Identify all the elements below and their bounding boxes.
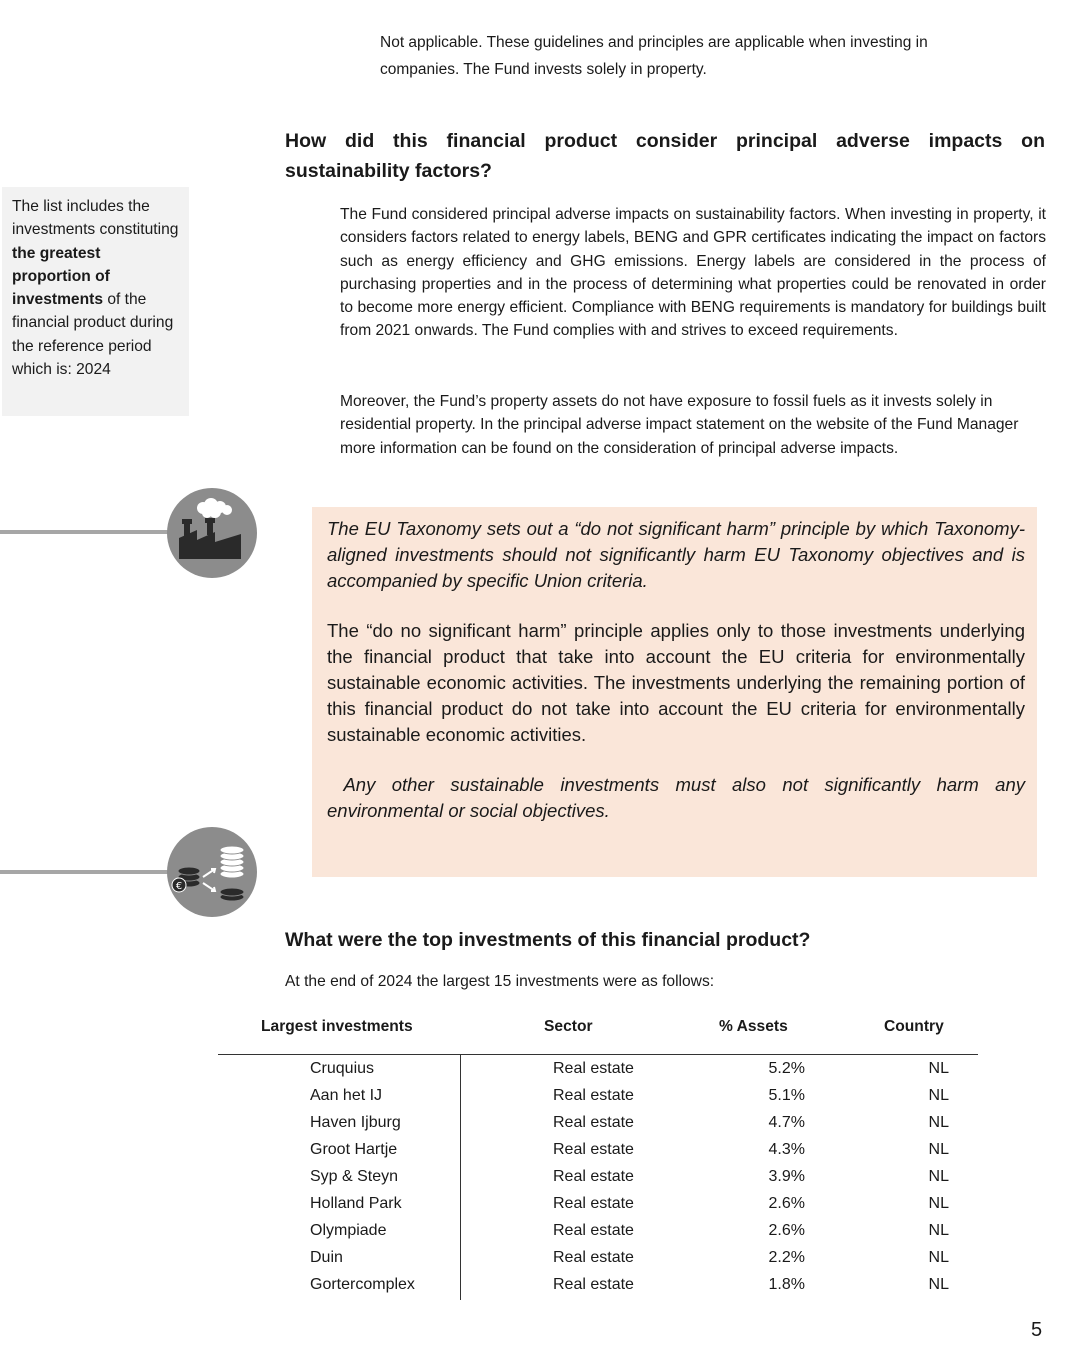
top-investments-heading: What were the top investments of this financial product? — [285, 929, 811, 951]
investment-sector: Real estate — [553, 1168, 634, 1185]
taxonomy-paragraph-1: The EU Taxonomy sets out a “do not significant harm” principle by which Taxonomy-aligned investments should not significantly harm EU Taxonomy objectives and is accompanied by specific Union criteria. — [327, 518, 1025, 591]
factory-emissions-icon — [167, 488, 257, 578]
investment-assets: 4.3% — [768, 1141, 805, 1158]
pai-paragraph-2: Moreover, the Fund’s property assets do not have exposure to fossil fuels as it invests solely in residential property. In the principal adverse impact statement on the website of the Fund Manager more information can be found on the consideration of principal adverse impacts. — [340, 393, 1019, 457]
investment-assets: 1.8% — [768, 1276, 805, 1293]
investment-assets: 3.9% — [768, 1168, 805, 1185]
intro-text: Not applicable. These guidelines and principles are applicable when investing in companies. The Fund invests solely in property. — [380, 34, 928, 78]
investment-country: NL — [928, 1276, 949, 1293]
investment-assets: 2.2% — [768, 1249, 805, 1266]
investment-country: NL — [928, 1195, 949, 1212]
investment-sector: Real estate — [553, 1114, 634, 1131]
investment-country: NL — [928, 1141, 949, 1158]
column-header-assets: % Assets — [719, 1018, 788, 1035]
column-header-country: Country — [884, 1018, 944, 1035]
pai-heading: How did this financial product consider principal adverse impacts on sustainability factors? — [285, 130, 1045, 182]
sidebar-note — [2, 187, 189, 416]
taxonomy-paragraph-3: Any other sustainable investments must also not significantly harm any environmental or social objectives. — [327, 774, 1031, 822]
investment-name: Cruquius — [310, 1060, 375, 1077]
sidebar-bold-text: the greatest proportion of investments — [12, 244, 110, 309]
investment-sector: Real estate — [553, 1087, 634, 1104]
investment-name: Holland Park — [310, 1195, 402, 1212]
investment-assets: 4.7% — [768, 1114, 805, 1131]
investment-sector: Real estate — [553, 1195, 634, 1212]
investment-sector: Real estate — [553, 1276, 634, 1293]
column-header-sector: Sector — [544, 1018, 593, 1035]
investment-country: NL — [928, 1168, 949, 1185]
investment-country: NL — [928, 1222, 949, 1239]
table-row — [0, 1136, 1080, 1163]
top-investments-intro: At the end of 2024 the largest 15 investments were as follows: — [285, 973, 715, 990]
eu-taxonomy-box — [312, 507, 1037, 877]
investment-country: NL — [928, 1114, 949, 1131]
column-header-investment: Largest investments — [261, 1018, 413, 1035]
connector-line-bottom — [0, 870, 172, 874]
investment-sector: Real estate — [553, 1141, 634, 1158]
sidebar-text-2: of the financial product during the reference period which is: 2024 — [12, 291, 174, 379]
table-row — [0, 1163, 1080, 1190]
investment-name: Haven Ijburg — [310, 1114, 401, 1131]
connector-line-top — [0, 530, 172, 534]
table-row — [0, 1190, 1080, 1217]
investment-assets: 2.6% — [768, 1222, 805, 1239]
investment-country: NL — [928, 1249, 949, 1266]
investment-name: Gortercomplex — [310, 1276, 415, 1293]
table-row — [0, 1217, 1080, 1244]
table-row — [0, 1244, 1080, 1271]
investment-name: Olympiade — [310, 1222, 387, 1239]
sidebar-text-1: The list includes the investments constituting — [12, 198, 179, 239]
investment-sector: Real estate — [553, 1060, 634, 1077]
investment-name: Aan het IJ — [310, 1087, 383, 1104]
investment-sector: Real estate — [553, 1249, 634, 1266]
pai-paragraph-1: The Fund considered principal adverse impacts on sustainability factors. When investing in property, it considers factors related to energy labels, BENG and GPR certificates indicating the impact on factors such as energy efficiency and GHG emissions. Energy labels are considered in the process of purchasing properties and in the process of determining what properties could be renovated in order to become more energy efficient. Compliance with BENG requirements is mandatory for buildings built from 2021 onwards. The Fund complies with and strives to exceed requirements. — [340, 206, 1046, 340]
investment-country: NL — [928, 1060, 949, 1077]
investment-name: Syp & Steyn — [310, 1168, 399, 1185]
table-row — [0, 1271, 1080, 1298]
investment-country: NL — [928, 1087, 949, 1104]
table-row — [0, 1082, 1080, 1109]
svg-text:€: € — [175, 881, 183, 892]
investment-name: Groot Hartje — [310, 1141, 398, 1158]
investment-assets: 5.2% — [768, 1060, 805, 1077]
taxonomy-paragraph-2: The “do no significant harm” principle applies only to those investments underlying the financial product that take into account the EU criteria for environmentally sustainable economic activities. The investments underlying the remaining portion of this financial product do not take into account the EU criteria for environmentally sustainable economic activities. — [327, 620, 1025, 745]
table-row — [0, 1055, 1080, 1082]
table-row — [0, 1109, 1080, 1136]
money-coins-icon — [167, 827, 257, 917]
investment-sector: Real estate — [553, 1222, 634, 1239]
investment-assets: 2.6% — [768, 1195, 805, 1212]
page-number: 5 — [1031, 1319, 1043, 1341]
investment-assets: 5.1% — [768, 1087, 805, 1104]
investment-name: Duin — [310, 1249, 343, 1266]
